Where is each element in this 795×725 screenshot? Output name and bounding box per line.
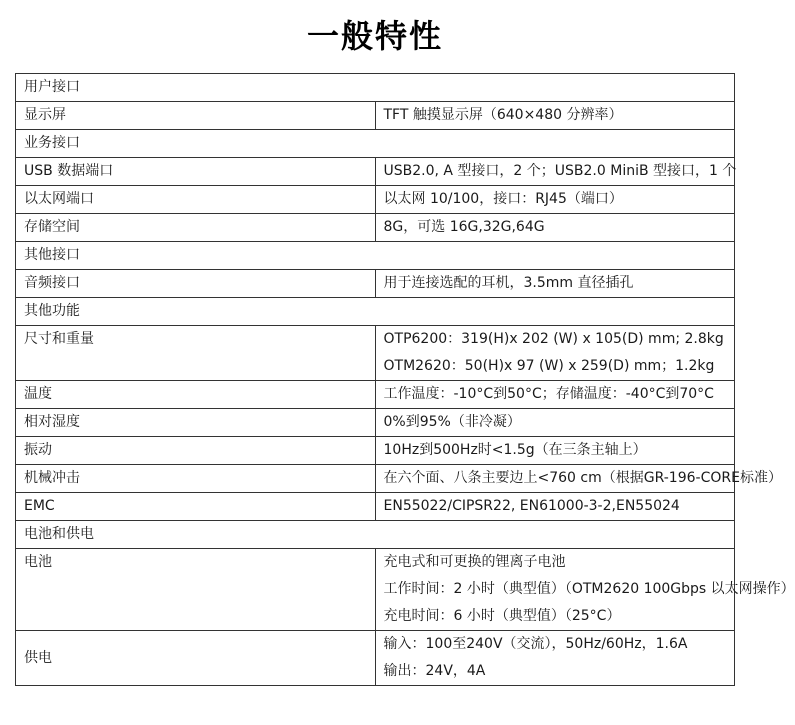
row-label: 存储空间 [16, 214, 376, 242]
section-row-battery-power [16, 521, 735, 549]
section-row-user-interface [16, 74, 735, 102]
row-value: USB2.0, A 型接口，2 个；USB2.0 MiniB 型接口，1 个 [375, 158, 735, 186]
row-label: 显示屏 [16, 102, 376, 130]
value-line: 工作时间：2 小时（典型值）（OTM2620 100Gbps 以太网操作） [383, 581, 795, 597]
row-value: 在六个面、八条主要边上<760 cm（根据GR-196-CORE标准） [375, 465, 735, 493]
page-title: 一般特性 [306, 17, 443, 55]
row-value: 0%到95%（非冷凝） [375, 409, 735, 437]
spec-table [15, 73, 795, 686]
table-row-size-weight [16, 326, 735, 381]
section-row-other-function [16, 298, 735, 326]
row-value-multi [375, 631, 735, 686]
row-value-multi [375, 549, 795, 631]
value-line: 充电时间：6 小时（典型值）（25°C） [383, 608, 621, 624]
row-label: 供电 [16, 631, 376, 686]
section-heading: 电池和供电 [16, 521, 735, 549]
table-row-humidity [16, 409, 735, 437]
table-row-usb [16, 158, 735, 186]
row-value: 8G，可选 16G,32G,64G [375, 214, 735, 242]
table-row-emc [16, 493, 735, 521]
section-row-business-interface [16, 130, 735, 158]
row-value-multi [375, 326, 735, 381]
table-row-audio [16, 270, 735, 298]
value-line: 输出：24V，4A [383, 663, 486, 679]
row-label: 尺寸和重量 [16, 326, 376, 381]
row-value: TFT 触摸显示屏（640×480 分辨率） [375, 102, 735, 130]
row-label: 以太网端口 [16, 186, 376, 214]
table-row-storage [16, 214, 735, 242]
row-value: 工作温度：-10°C到50°C；存储温度：-40°C到70°C [375, 381, 735, 409]
row-value: EN55022/CIPSR22, EN61000-3-2,EN55024 [375, 493, 735, 521]
table-row-vibration [16, 437, 735, 465]
table-row-battery [16, 549, 735, 631]
row-label: 音频接口 [16, 270, 376, 298]
row-label: USB 数据端口 [16, 158, 376, 186]
section-row-other-interface [16, 242, 735, 270]
row-value: 以太网 10/100，接口：RJ45（端口） [375, 186, 735, 214]
section-heading: 用户接口 [16, 74, 735, 102]
table-row-display [16, 102, 735, 130]
row-label: 振动 [16, 437, 376, 465]
row-label: 电池 [16, 549, 376, 631]
row-label: EMC [16, 493, 376, 521]
table-row-mechanical-shock [16, 465, 735, 493]
row-label: 相对湿度 [16, 409, 376, 437]
row-label: 机械冲击 [16, 465, 376, 493]
value-line: OTP6200：319(H)x 202 (W) x 105(D) mm; 2.8kg [383, 331, 724, 347]
value-line: 输入：100至240V（交流），50Hz/60Hz，1.6A [383, 636, 688, 652]
table-row-ethernet [16, 186, 735, 214]
row-label: 温度 [16, 381, 376, 409]
table-row-power-supply [16, 631, 735, 686]
row-value: 用于连接选配的耳机，3.5mm 直径插孔 [375, 270, 735, 298]
section-heading: 业务接口 [16, 130, 735, 158]
value-line: OTM2620：50(H)x 97 (W) x 259(D) mm；1.2kg [383, 358, 715, 374]
row-value: 10Hz到500Hz时<1.5g（在三条主轴上） [375, 437, 735, 465]
section-heading: 其他功能 [16, 298, 735, 326]
section-heading: 其他接口 [16, 242, 735, 270]
table-row-temperature [16, 381, 735, 409]
value-line: 充电式和可更换的锂离子电池 [383, 554, 566, 570]
